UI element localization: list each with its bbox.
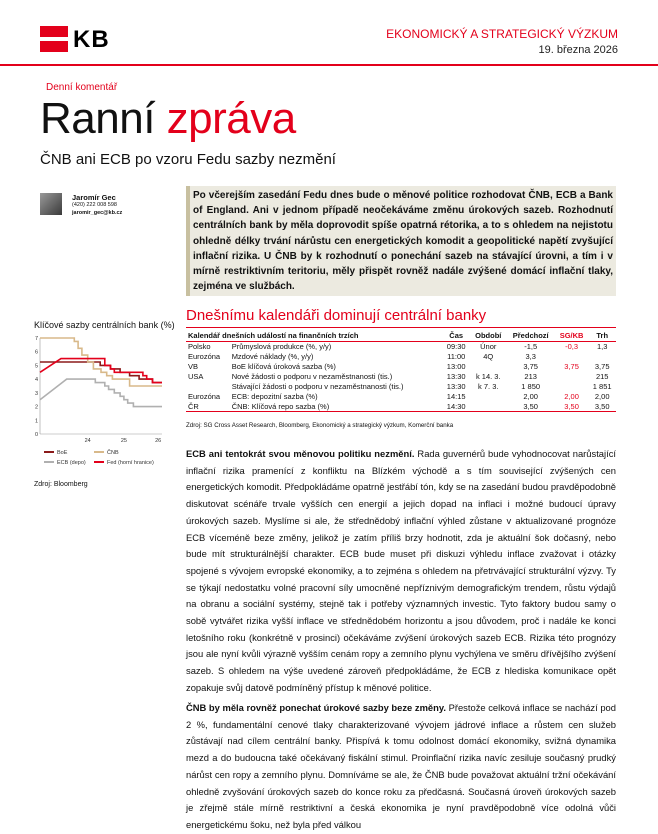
calendar-header: Období	[470, 331, 507, 341]
calendar-cell: 11:00	[447, 352, 466, 362]
calendar-header: Předchozí	[507, 331, 555, 341]
paragraph-text: Rada guvernérů bude vyhodnocovat narůstající inflační rizika pramenící z konfliktu na Blízkém východě a s tím související zvýšených cen energetických komodit. Předpokládáme opatrně jestřábí tón, kdy se na zasedání budou pravděpodobně diskutovat scénáře trvale vyšších cen energií a jejich dopad na inflaci i možné budoucí úpravy úrokových sazeb. Myslíme si ale, že střednědobý inflační výhled zůstane v aktualizované prognóze ECB víceméně beze změny, jelikož je zatím příliš brzy hodnotit, zda je aktuální šok dočasný, nebo bude mít strukturálnější charakter. ECB bude muset při diskuzi výhledu inflace zvažovat i otázky spojené s vývojem evropské ekonomiky, a to zejména s ohledem na přetrvávající strukturální výzvy. Ty se týkají nedostatku volné pracovní síly umocněné nepříznivým demografickým trendem, růstu výdajů na obranu a sociální systémy, stejně tak i potřeby významných investic. Tyto faktory budou samy o sobě vytvářet rizika vyšší inflace ve střednědobém horizontu a jsou důvodem, proč i nadále ke konci letošního roku (konkrétně v prosinci) očekáváme zvýšení úrokových sazeb ECB. Rizika této prognózy jsou ale nyní kvůli výrazně vyšším cenám ropy a zemního plynu vychýlena ve směru dřívějšího zvýšení sazeb. S ohledem na výše uvedené zároveň předpokládáme, že ECB z hlediska komunikace opět zopakuje svůj datově podmíněný přístup k měnové politice.	[186, 448, 617, 693]
calendar-cell: ECB: depozitní sazba (%)	[231, 391, 318, 401]
calendar-cell	[470, 401, 507, 411]
calendar-cell: 13:00	[446, 362, 466, 372]
summary-text: Po včerejším zasedání Fedu dnes bude o měnové politice rozhodovat ČNB, ECB a Bank of England. Ani v jednom případě neočekáváme změnu úrokových sazeb. Rozhodnutí centrálních bank by měla doprovodit spíše opatrná rétorika, a to s ohledem na nejistotu ohledně délky trvání nárůstu cen energetických komodit a geopolitické napětí zvyšující inflační rizika. U ČNB by k rozhodnutí o ponechání sazeb na stávající úrovni, a tím i v mírně restriktivním teritoriu, měly přispět rovněž nadále zvýšené domácí inflační tlaky, zejména ve službách.	[193, 190, 613, 293]
department-title: EKONOMICKÝ A STRATEGICKÝ VÝZKUM	[386, 27, 618, 41]
calendar-header-row	[186, 331, 616, 341]
calendar-cell: -1,5	[524, 342, 538, 352]
calendar-cell: 2,00	[594, 391, 610, 401]
calendar-cell	[555, 352, 589, 362]
legend-label: ECB (depo)	[57, 460, 86, 466]
calendar-row	[186, 381, 616, 391]
calendar-cell: k 14. 3.	[475, 372, 501, 381]
author-email[interactable]: jaromir_gec@kb.cz	[72, 210, 123, 216]
calendar-header: Kalendář dnešních událostí na finančních trzích	[186, 331, 442, 341]
calendar-cell: 213	[524, 372, 537, 381]
title-part-2: zpráva	[166, 94, 296, 143]
y-tick-label: 5	[34, 363, 38, 370]
logo-mark	[40, 26, 68, 52]
calendar-cell: Mzdové náklady (%, y/y)	[231, 352, 314, 362]
calendar-cell: 2,00	[523, 391, 538, 401]
section-title: Dnešnímu kalendáři dominují centrální banky	[186, 307, 487, 324]
calendar-cell: 3,3	[525, 352, 536, 362]
y-tick-label: 3	[34, 390, 38, 397]
calendar-cell: 3,75	[523, 362, 538, 372]
calendar-cell: 14:30	[442, 401, 470, 411]
calendar-cell	[470, 391, 507, 401]
x-tick-label: 24	[84, 438, 91, 444]
calendar-cell	[555, 381, 589, 391]
calendar-cell: 3,75	[594, 362, 610, 372]
rates-chart	[34, 332, 174, 480]
calendar-header: SG/KB	[555, 331, 589, 341]
calendar-cell	[186, 381, 230, 391]
author-avatar	[40, 193, 62, 215]
calendar-cell: Eurozóna	[188, 352, 221, 362]
calendar-cell: 3,75	[564, 362, 579, 372]
calendar-row	[186, 352, 616, 362]
calendar-cell: Nové žádosti o podporu v nezaměstnanosti (tis.)	[231, 372, 393, 381]
kicker-label: Denní komentář	[46, 82, 118, 93]
paragraph-ecb	[186, 446, 616, 697]
author-name: Jaromír Gec	[72, 193, 116, 202]
chart-title: Klíčové sazby centrálních bank (%)	[34, 320, 175, 330]
calendar-cell: Eurozóna	[188, 391, 221, 401]
y-tick-label: 6	[34, 349, 38, 356]
series-line	[40, 379, 162, 407]
calendar-cell: 3,50	[555, 401, 589, 411]
calendar-cell: -0,3	[565, 342, 579, 352]
calendar-cell: 215	[595, 372, 609, 381]
header-divider	[0, 64, 658, 66]
x-tick-label: 25	[120, 438, 127, 444]
calendar-cell	[555, 372, 589, 382]
report-date: 19. března 2026	[538, 44, 618, 56]
chart-source: Zdroj: Bloomberg	[34, 481, 88, 488]
calendar-cell: 1 850	[521, 381, 541, 391]
calendar-cell: 13:30	[446, 381, 466, 391]
legend-label: Fed (horní hranice)	[107, 460, 154, 466]
y-tick-label: 1	[34, 418, 38, 425]
calendar-cell: 1 851	[592, 381, 612, 391]
calendar-row	[186, 362, 616, 372]
y-tick-label: 0	[34, 432, 38, 438]
calendar-cell	[588, 352, 616, 362]
page-subtitle: ČNB ani ECB po vzoru Fedu sazby nezmění	[40, 151, 336, 168]
calendar-cell: 09:30	[446, 342, 466, 352]
legend-label: ČNB	[107, 450, 119, 456]
page-title	[40, 92, 296, 146]
author-phone: (420) 222 008 598	[72, 202, 117, 208]
y-tick-label: 2	[34, 404, 38, 411]
title-part-1: Ranní	[40, 94, 167, 143]
calendar-cell: BoE klíčová úroková sazba (%)	[231, 362, 336, 372]
paragraph-lead: ČNB by měla rovněž ponechat úrokové sazby beze změny.	[186, 702, 446, 713]
calendar-row	[186, 372, 616, 382]
y-tick-label: 7	[34, 336, 38, 342]
calendar-cell: 14:15	[446, 391, 466, 401]
calendar-cell: 3,50	[507, 401, 555, 411]
calendar-row	[186, 401, 616, 411]
calendar-cell: USA	[188, 372, 204, 381]
section-divider	[186, 327, 616, 328]
calendar-cell: Průmyslová produkce (%, y/y)	[231, 342, 332, 352]
calendar-cell: 13:30	[446, 372, 466, 381]
x-tick-label: 26	[155, 438, 162, 444]
calendar-cell: Stávající žádosti o podporu v nezaměstnanosti (tis.)	[231, 381, 404, 391]
summary-box	[186, 186, 616, 296]
calendar-table	[186, 331, 616, 412]
calendar-cell: 4Q	[483, 352, 494, 362]
logo-text: KB	[73, 26, 110, 53]
calendar-cell: 3,50	[588, 401, 616, 411]
paragraph-cnb	[186, 700, 616, 834]
y-tick-label: 4	[34, 377, 38, 384]
summary-accent-bar	[186, 186, 190, 296]
paragraph-lead: ECB ani tentokrát svou měnovou politiku nezmění.	[186, 448, 415, 459]
calendar-cell: Polsko	[188, 342, 211, 352]
calendar-cell: 2,00	[564, 391, 579, 401]
table-source: Zdroj: SG Cross Asset Research, Bloomberg, Ekonomický a strategický výzkum, Komerční banka	[186, 422, 454, 429]
calendar-header: Čas	[442, 331, 470, 341]
calendar-cell: 1,3	[596, 342, 608, 352]
calendar-cell: ČNB: Klíčová repo sazba (%)	[230, 401, 443, 411]
calendar-cell: k 7. 3.	[478, 381, 499, 391]
kb-logo	[40, 26, 158, 52]
calendar-cell: Únor	[480, 342, 497, 352]
paragraph-text: Přestože celková inflace se nachází pod 2 %, fundamentální cenové tlaky charakterizované vývojem jádrové inflace a růstem cen služeb zůstávají nad cílem centrální banky. Přispívá k tomu odolnost domácí ekonomiky, svižná dynamika mezd a do budoucna také očekávaný fiskální stimul. Proinflační rizika navíc zesiluje současný prudký nárůst cen ropy a zemního plynu. Domníváme se ale, že ČNB bude považovat aktuální tržní očekávání ohledně zvyšování úrokových sazeb do konce roku za předčasná. Současná úroveň úrokových sazeb je zřejmě stále mírně restriktivní a česká ekonomika je nyní pravděpodobně více odolná vůči energetickému šoku, než byla před válkou	[186, 702, 616, 830]
calendar-row	[186, 391, 616, 401]
legend-label: BoE	[57, 450, 68, 456]
calendar-cell: ČR	[186, 401, 230, 411]
calendar-cell	[470, 362, 507, 372]
calendar-header: Trh	[588, 331, 616, 341]
calendar-row	[186, 341, 616, 351]
calendar-cell: VB	[188, 362, 199, 372]
